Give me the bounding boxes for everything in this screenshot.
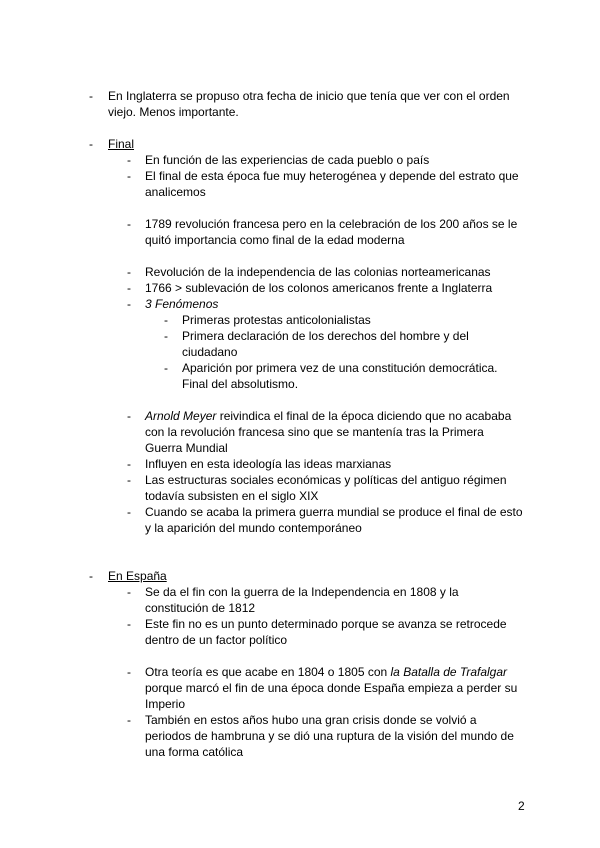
espana-item-3-line-3: Imperio xyxy=(145,697,186,711)
final-item-9-line-1: Las estructuras sociales económicas y políticas del antiguo régimen xyxy=(145,473,507,487)
espana-item-4-line-2: periodos de hambruna y se dió una ruptura de la visión del mundo de xyxy=(145,729,514,743)
final-subitem-3-line-2: Final del absolutismo. xyxy=(182,377,299,391)
bullet-dash: - xyxy=(164,313,168,327)
espana-item-3-text: Otra teoría es que acabe en 1804 o 1805 con xyxy=(145,665,391,679)
espana-item-4-line-1: También en estos años hubo una gran crisis donde se volvió a xyxy=(145,713,477,727)
battle-name: la Batalla de Trafalgar xyxy=(390,665,508,679)
final-item-3-line-2: quitó importancia como final de la edad moderna xyxy=(145,233,405,247)
bullet-dash: - xyxy=(89,569,93,583)
bullet-dash: - xyxy=(127,217,131,231)
bullet-dash: - xyxy=(127,585,131,599)
final-item-7-line-2: con la revolución francesa sino que se mantenía tras la Primera xyxy=(145,425,484,439)
final-item-2-line-2: analicemos xyxy=(145,185,206,199)
final-item-3-line-1: 1789 revolución francesa pero en la celebración de los 200 años se le xyxy=(145,217,518,231)
final-item-1: En función de las experiencias de cada pueblo o país xyxy=(145,153,430,167)
final-item-7-line-1 xyxy=(145,408,511,424)
bullet-dash: - xyxy=(164,329,168,343)
bullet-dash: - xyxy=(89,89,93,103)
final-item-7-text: reivindica el final de la época diciendo que no acababa xyxy=(216,409,512,423)
bullet-dash: - xyxy=(127,265,131,279)
bullet-dash: - xyxy=(164,361,168,375)
espana-item-4-line-3: una forma católica xyxy=(145,745,244,759)
intro-line-1: En Inglaterra se propuso otra fecha de inicio que tenía que ver con el orden xyxy=(108,89,510,103)
bullet-dash: - xyxy=(127,409,131,423)
bullet-dash: - xyxy=(127,713,131,727)
espana-item-2-line-2: dentro de un factor político xyxy=(145,633,288,647)
final-subitem-1: Primeras protestas anticolonialistas xyxy=(182,313,371,327)
section-heading-final: Final xyxy=(108,137,135,151)
final-item-2-line-1: El final de esta época fue muy heterogénea y depende del estrato que xyxy=(145,169,519,183)
bullet-dash: - xyxy=(127,473,131,487)
bullet-dash: - xyxy=(127,281,131,295)
intro-line-2: viejo. Menos importante. xyxy=(108,105,239,119)
page-number: 2 xyxy=(518,799,525,813)
bullet-dash: - xyxy=(127,297,131,311)
final-item-10-line-1: Cuando se acaba la primera guerra mundial se produce el final de esto xyxy=(145,505,523,519)
final-subitem-3-line-1: Aparición por primera vez de una constitución democrática. xyxy=(182,361,498,375)
final-item-7-line-3: Guerra Mundial xyxy=(145,441,228,455)
final-item-5: 1766 > sublevación de los colonos americanos frente a Inglaterra xyxy=(145,281,493,295)
author-name: Arnold Meyer xyxy=(145,409,217,423)
final-item-9-line-2: todavía subsisten en el siglo XIX xyxy=(145,489,319,503)
bullet-dash: - xyxy=(127,153,131,167)
espana-item-3-line-2: porque marcó el fin de una época donde España empieza a perder su xyxy=(145,681,518,695)
final-subitem-2-line-2: ciudadano xyxy=(182,345,238,359)
final-item-4: Revolución de la independencia de las colonias norteamericanas xyxy=(145,265,491,279)
espana-item-1-line-1: Se da el fin con la guerra de la Independencia en 1808 y la xyxy=(145,585,459,599)
final-item-6: 3 Fenómenos xyxy=(145,297,219,311)
bullet-dash: - xyxy=(127,457,131,471)
espana-item-3-line-1 xyxy=(145,664,507,680)
bullet-dash: - xyxy=(127,665,131,679)
final-item-8: Influyen en esta ideología las ideas marxianas xyxy=(145,457,392,471)
section-heading-espana: En España xyxy=(108,569,167,583)
bullet-dash: - xyxy=(127,617,131,631)
bullet-dash: - xyxy=(89,137,93,151)
final-item-10-line-2: y la aparición del mundo contemporáneo xyxy=(145,521,362,535)
bullet-dash: - xyxy=(127,169,131,183)
bullet-dash: - xyxy=(127,505,131,519)
final-subitem-2-line-1: Primera declaración de los derechos del hombre y del xyxy=(182,329,469,343)
espana-item-2-line-1: Este fin no es un punto determinado porque se avanza se retrocede xyxy=(145,617,507,631)
espana-item-1-line-2: constitución de 1812 xyxy=(145,601,256,615)
